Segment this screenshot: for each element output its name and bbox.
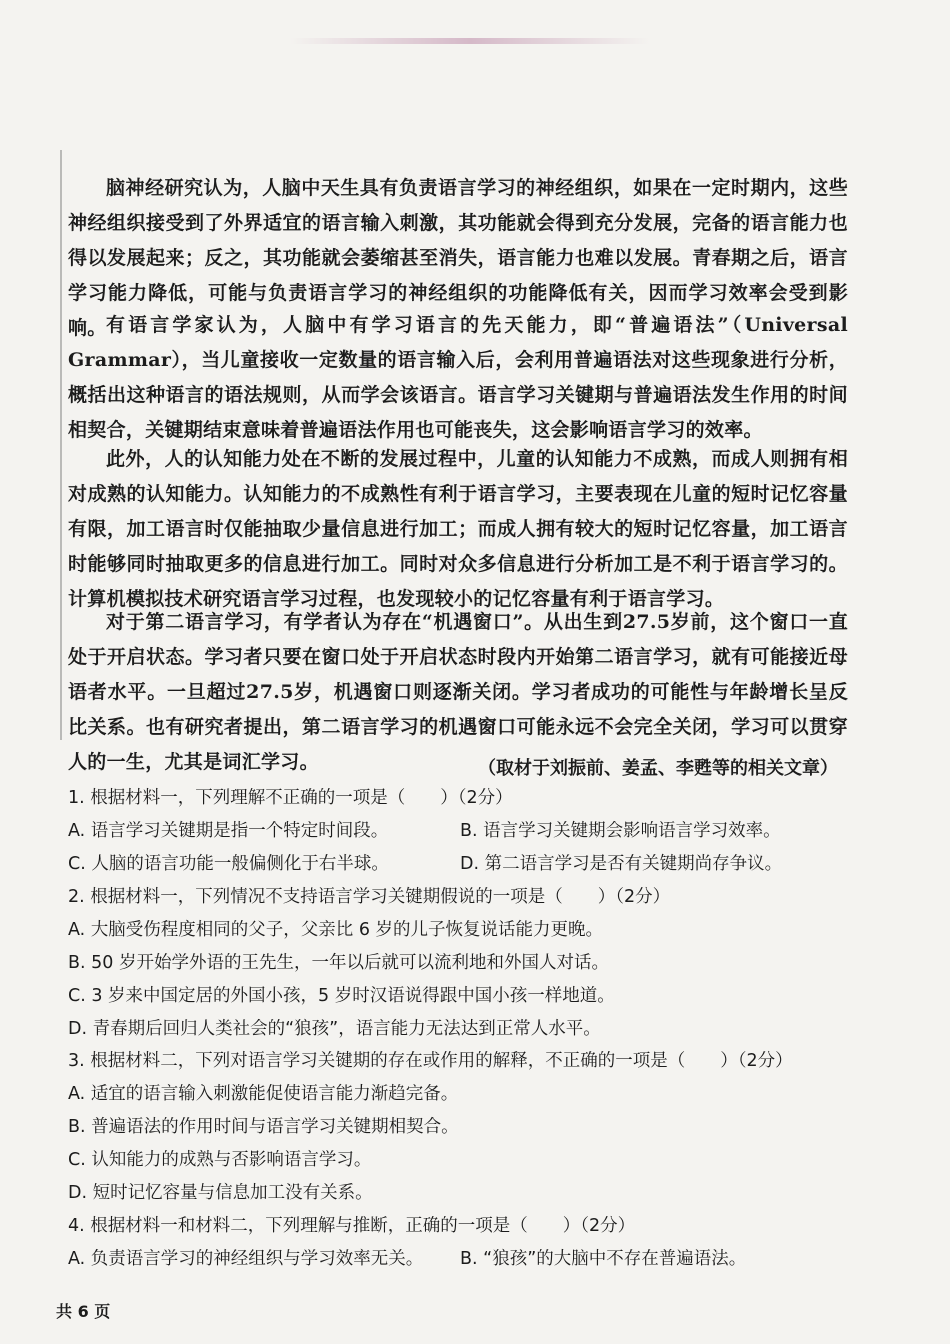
option-d: D. 青春期后回归人类社会的“狼孩”，语言能力无法达到正常人水平。	[68, 1019, 601, 1039]
option-c: C. 人脑的语言功能一般偏侧化于右半球。	[68, 854, 389, 874]
question-stem: 2. 根据材料一，下列情况不支持语言学习关键期假说的一项是（ ）（2分）	[68, 887, 671, 907]
question-1	[68, 782, 868, 881]
option-d: D. 第二语言学习是否有关键期尚存争议。	[460, 854, 783, 874]
option-b: B. 语言学习关键期会影响语言学习效率。	[460, 821, 781, 841]
option-c: C. 认知能力的成熟与否影响语言学习。	[68, 1150, 372, 1170]
question-2	[68, 881, 868, 1046]
option-b: B. 普遍语法的作用时间与语言学习关键期相契合。	[68, 1117, 459, 1137]
option-row	[68, 815, 868, 848]
option-b: B. 50 岁开始学外语的王先生，一年以后就可以流利地和外国人对话。	[68, 953, 609, 973]
question-3	[68, 1045, 868, 1210]
option-a: A. 大脑受伤程度相同的父子，父亲比 6 岁的儿子恢复说话能力更晚。	[68, 920, 604, 940]
passage-paragraph-3: 此外，人的认知能力处在不断的发展过程中，儿童的认知能力不成熟，而成人则拥有相对成熟的认知能力。认知能力的不成熟性有利于语言学习，主要表现在儿童的短时记忆容量有限，加工语言时仅能抽取少量信息进行加工；而成人拥有较大的短时记忆容量，加工语言时能够同时抽取更多的信息进行加工。同时对众多信息进行分析加工是不利于语言学习的。计算机模拟技术研究语言学习过程，也发现较小的记忆容量有利于语言学习。	[68, 448, 848, 610]
option-d: D. 短时记忆容量与信息加工没有关系。	[68, 1183, 373, 1203]
page-count: 共 6 页	[56, 1302, 111, 1321]
scan-mark	[290, 38, 650, 44]
question-stem: 1. 根据材料一，下列理解不正确的一项是（ ）（2分）	[68, 788, 513, 808]
option-b: B. “狼孩”的大脑中不存在普遍语法。	[460, 1249, 747, 1269]
passage-paragraph-2: 有语言学家认为，人脑中有学习语言的先天能力，即“普遍语法”（Universal Grammar），当儿童接收一定数量的语言输入后，会利用普遍语法对这些现象进行分析，概括出这种语言的语法规则，从而学会该语言。语言学习关键期与普遍语法发生作用的时间相契合，关键期结束意味着普遍语法作用也可能丧失，这会影响语言学习的效率。	[68, 314, 848, 441]
question-stem: 4. 根据材料一和材料二，下列理解与推断，正确的一项是（ ）（2分）	[68, 1216, 636, 1236]
source-citation: （取材于刘振前、姜孟、李甦等的相关文章）	[478, 758, 838, 779]
option-row	[68, 848, 868, 881]
question-stem: 3. 根据材料二，下列对语言学习关键期的存在或作用的解释，不正确的一项是（ ）（2分）	[68, 1051, 793, 1071]
passage-paragraph-1: 脑神经研究认为，人脑中天生具有负责语言学习的神经组织，如果在一定时期内，这些神经组织接受到了外界适宜的语言输入刺激，其功能就会得到充分发展，完备的语言能力也得以发展起来；反之，其功能就会萎缩甚至消失，语言能力也难以发展。青春期之后，语言学习能力降低，可能与负责语言学习的神经组织的功能降低有关，因而学习效率会受到影响。	[68, 177, 848, 339]
option-row	[68, 1243, 868, 1276]
option-a: A. 适宜的语言输入刺激能促使语言能力渐趋完备。	[68, 1084, 459, 1104]
passage-paragraph-4: 对于第二语言学习，有学者认为存在“机遇窗口”。从出生到27.5岁前，这个窗口一直处于开启状态。学习者只要在窗口处于开启状态时段内开始第二语言学习，就有可能接近母语者水平。一旦超过27.5岁，机遇窗口则逐渐关闭。学习者成功的可能性与年龄增长呈反比关系。也有研究者提出，第二语言学习的机遇窗口可能永远不会完全关闭，学习可以贯穿人的一生，尤其是词汇学习。	[68, 611, 848, 773]
option-c: C. 3 岁来中国定居的外国小孩，5 岁时汉语说得跟中国小孩一样地道。	[68, 986, 615, 1006]
option-a: A. 负责语言学习的神经组织与学习效率无关。	[68, 1249, 424, 1269]
option-a: A. 语言学习关键期是指一个特定时间段。	[68, 821, 389, 841]
margin-rule	[60, 150, 62, 740]
question-4	[68, 1210, 868, 1276]
